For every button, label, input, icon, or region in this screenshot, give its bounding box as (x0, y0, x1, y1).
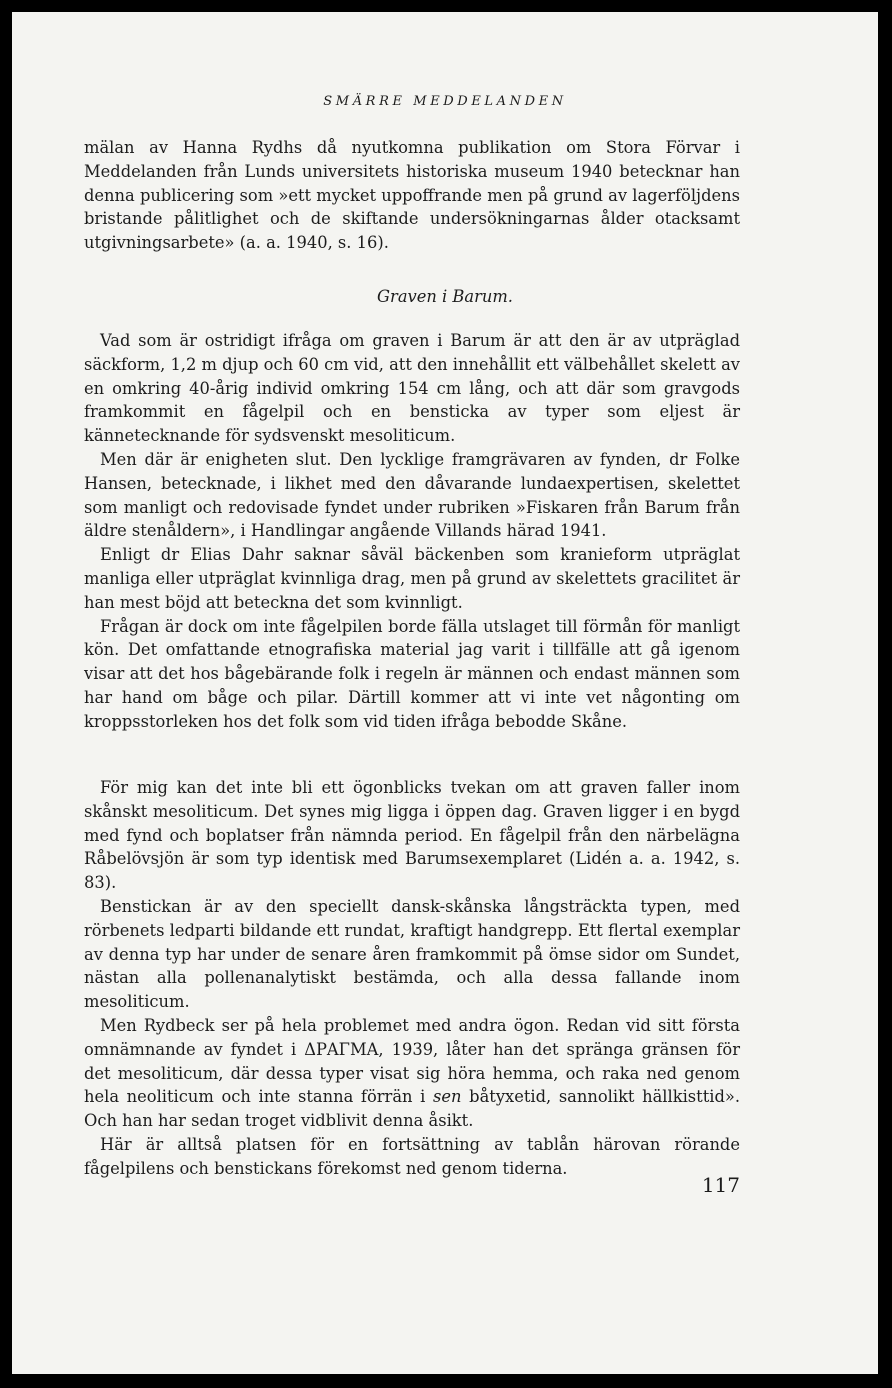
italic-word: sen (433, 1087, 462, 1107)
paragraph: Benstickan är av den speciellt dansk-skånska långsträckta typen, med rörbenets ledparti bildande ett rundat, kraftigt handgrepp. Ett flertal exemplar av denna typ har under de senare åren framkommit på ömse sidor om Sundet, nästan alla pollenanalytiskt bestämda, och alla dessa fallande inom mesoliticum. (84, 896, 740, 1012)
intro-text-block (84, 136, 740, 255)
paragraph: Vad som är ostridigt ifråga om graven i Barum är att den är av utpräglad säckform, 1,2 m djup och 60 cm vid, att den innehållit ett välbehållet skelett av en omkring 40-årig individ omkring 154 cm lång, och att där som gravgods framkommit en fågelpil och en bensticka av typer som eljest är kännetecknande för sydsvenskt mesoliticum. (84, 331, 740, 446)
page-number: 117 (701, 1173, 740, 1197)
document-page (12, 12, 878, 1374)
paragraph: För mig kan det inte bli ett ögonblicks tvekan om att graven faller inom skånskt mesoliticum. Det synes mig ligga i öppen dag. Graven ligger i en bygd med fynd och boplatser från nämnda period. En fågelpil från den närbelägna Råbelövsjön är som typ identisk med Barumsexemplaret (Lidén a. a. 1942, s. 83). (84, 778, 740, 893)
paragraph (84, 1014, 740, 1133)
paragraph: Enligt dr Elias Dahr saknar såväl bäckenben som kranieform utpräglat manliga eller utpräglat kvinnliga drag, men på grund av skelettets gracilitet är han mest böjd att beteckna det som kvinnligt. (84, 545, 740, 612)
paragraph-text: Men Rydbeck ser på hela problemet med andra ögon. Redan vid sitt första omnämnande av fyndet i (84, 1015, 740, 1059)
second-text-block (84, 776, 740, 1181)
paragraph: Frågan är dock om inte fågelpilen borde fälla utslaget till förmån för manligt kön. Det omfattande etnografiska material jag varit i tillfälle att gå igenom visar att det hos bågebärande folk i regeln är männen och endast männen som har hand om båge och pilar. Därtill kommer att vi inte vet någonting om kroppsstorleken hos det folk som vid tiden ifråga bebodde Skåne. (84, 616, 740, 731)
paragraph-text: , 1939, låter han det spränga gränsen för det mesoliticum, där dessa typer visat sig höra hemma, och raka ned genom hela neoliticum och inte stanna förrän i (84, 1039, 740, 1107)
section-title: Graven i Barum. (377, 287, 513, 306)
paragraph: Men där är enigheten slut. Den lycklige framgrävaren av fynden, dr Folke Hansen, betecknade, i likhet med den dåvarande lundaexpertisen, skelettet som manligt och redovisade fyndet under rubriken »Fiskaren från Barum från äldre stenåldern», i Handlingar angående Villands härad 1941. (84, 449, 740, 541)
running-head: SMÄRRE MEDDELANDEN (323, 94, 567, 109)
section-text-block (84, 329, 740, 734)
paragraph: Här är alltså platsen för en fortsättning av tablån härovan rörande fågelpilens och benstickans förekomst ned genom tiderna. (84, 1134, 740, 1178)
intro-paragraph: mälan av Hanna Rydhs då nyutkomna publikation om Stora Förvar i Meddelanden från Lunds universitets historiska museum 1940 betecknar han denna publicering som »ett mycket uppoffrande men på grund av lagerföljdens bristande pålitlighet och de skiftande undersökningarnas ålder otacksamt utgivningsarbete» (a. a. 1940, s. 16). (84, 138, 740, 253)
paragraph-text: båtyxetid, sannolikt hällkisttid». Och han har sedan troget vidblivit denna åsikt. (84, 1087, 741, 1131)
journal-title: ΔΡΑΓΜΑ (304, 1039, 379, 1059)
